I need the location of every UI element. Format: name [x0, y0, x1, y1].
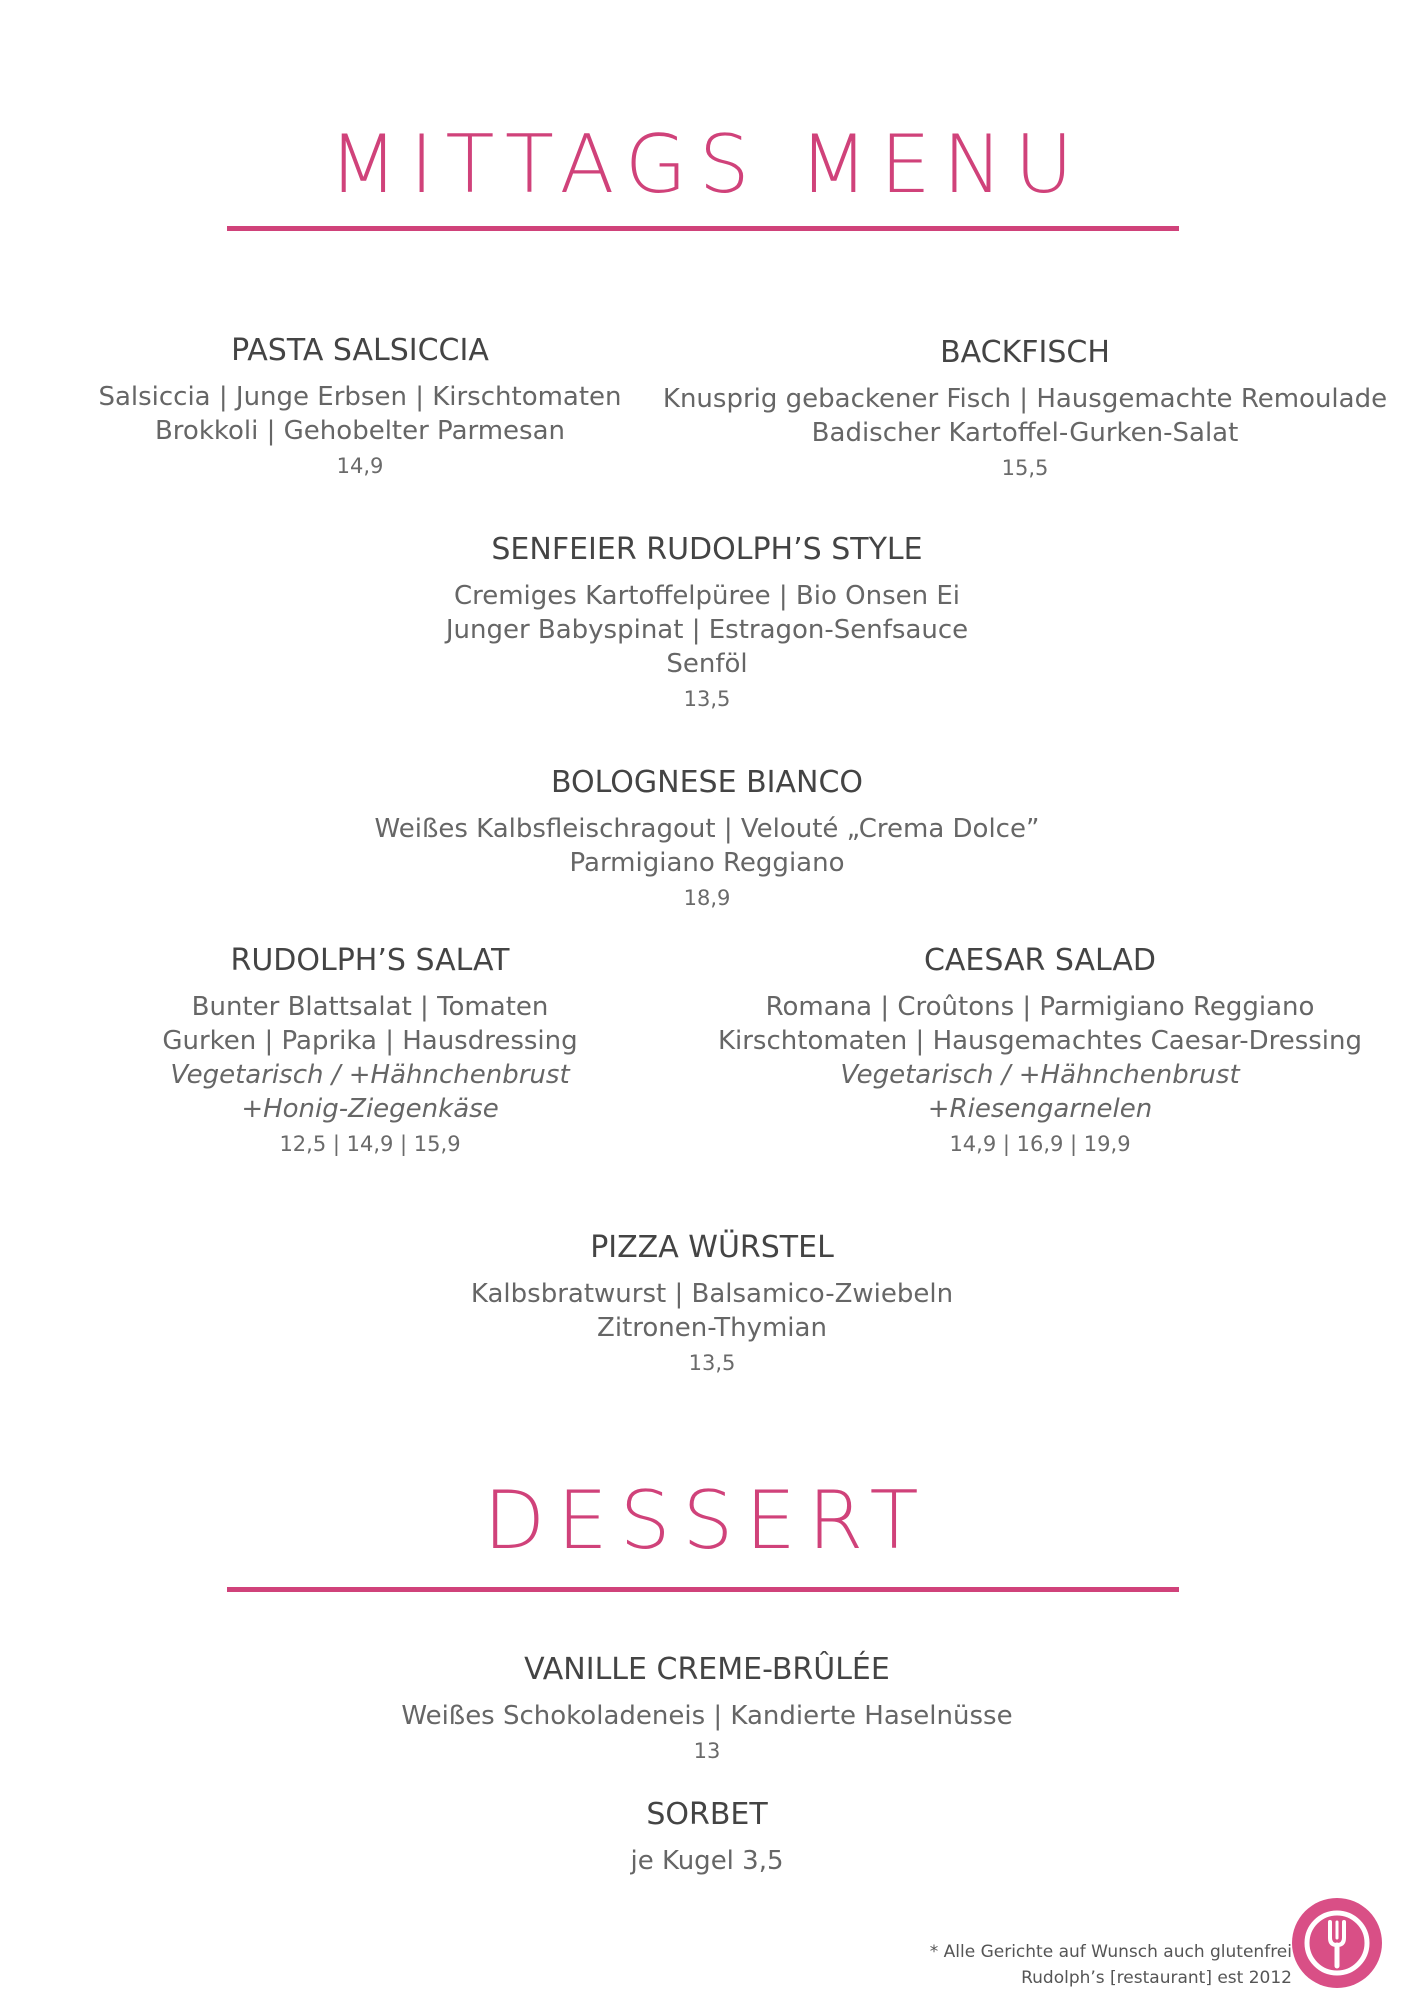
dessert-name: SORBET — [646, 1797, 768, 1832]
dish-price: 13,5 — [683, 687, 731, 711]
fork-plate-logo-icon — [1292, 1898, 1382, 1988]
dish-name: PASTA SALSICCIA — [231, 333, 489, 368]
dessert-description: Weißes Schokoladeneis | Kandierte Haselnüsse — [401, 1701, 1013, 1731]
dish-description: Weißes Kalbsfleischragout | Velouté „Crema Dolce” — [374, 814, 1040, 844]
dish-description: Badischer Kartoffel-Gurken-Salat — [811, 418, 1239, 448]
dessert-sorbet — [457, 1797, 957, 1878]
dish-pasta-salsiccia — [60, 333, 660, 478]
dish-description: Romana | Croûtons | Parmigiano Reggiano — [765, 992, 1315, 1022]
dish-name: SENFEIER RUDOLPH’S STYLE — [491, 532, 923, 567]
dish-name: PIZZA WÜRSTEL — [590, 1230, 834, 1265]
dish-name: BOLOGNESE BIANCO — [550, 765, 864, 800]
gluten-free-note: * Alle Gerichte auf Wunsch auch glutenfrei — [929, 1942, 1292, 1962]
dessert-name: VANILLE CREME-BRÛLÉE — [524, 1652, 890, 1687]
dish-description: Knusprig gebackener Fisch | Hausgemachte Remoulade — [662, 384, 1388, 414]
dish-name: BACKFISCH — [940, 335, 1110, 370]
dessert-description: je Kugel 3,5 — [630, 1846, 784, 1876]
dish-description: Bunter Blattsalat | Tomaten — [191, 992, 549, 1022]
dish-senfeier — [357, 532, 1057, 711]
dish-price: 15,5 — [1001, 456, 1049, 480]
menu-title: MITTAGS MENU — [328, 118, 1086, 211]
dish-caesar-salad — [690, 943, 1390, 1156]
dish-price: 12,5 | 14,9 | 15,9 — [279, 1132, 461, 1156]
dish-description: Parmigiano Reggiano — [569, 848, 845, 878]
dish-description: Brokkoli | Gehobelter Parmesan — [154, 416, 566, 446]
dish-description: Kirschtomaten | Hausgemachtes Caesar-Dressing — [717, 1026, 1363, 1056]
title-divider — [227, 226, 1179, 231]
dish-rudolphs-salat — [70, 943, 670, 1156]
dessert-creme-brulee — [357, 1652, 1057, 1763]
dish-price: 18,9 — [683, 886, 731, 910]
dish-backfisch — [660, 335, 1390, 480]
dish-option: +Honig-Ziegenkäse — [241, 1094, 499, 1124]
dish-pizza-wurstel — [412, 1230, 1012, 1375]
dish-description: Salsiccia | Junge Erbsen | Kirschtomaten — [98, 382, 622, 412]
dessert-title: DESSERT — [483, 1474, 931, 1567]
dish-name: RUDOLPH’S SALAT — [230, 943, 510, 978]
brand-note: Rudolph’s [restaurant] est 2012 — [1021, 1968, 1292, 1988]
dish-option: Vegetarisch / +Hähnchenbrust — [170, 1060, 570, 1090]
dish-price: 14,9 | 16,9 | 19,9 — [949, 1132, 1131, 1156]
dish-description: Gurken | Paprika | Hausdressing — [162, 1026, 578, 1056]
dessert-price: 13 — [693, 1739, 721, 1763]
dish-description: Kalbsbratwurst | Balsamico-Zwiebeln — [470, 1279, 954, 1309]
dish-description: Junger Babyspinat | Estragon-Senfsauce — [445, 615, 969, 645]
dish-description: Senföl — [666, 649, 748, 679]
dish-price: 13,5 — [688, 1351, 736, 1375]
dish-option: +Riesengarnelen — [927, 1094, 1153, 1124]
dish-name: CAESAR SALAD — [923, 943, 1157, 978]
dish-description: Cremiges Kartoffelpüree | Bio Onsen Ei — [453, 581, 961, 611]
dish-bolognese-bianco — [307, 765, 1107, 910]
dish-description: Zitronen-Thymian — [597, 1313, 827, 1343]
dish-price: 14,9 — [336, 454, 384, 478]
dessert-divider — [227, 1587, 1179, 1592]
dish-option: Vegetarisch / +Hähnchenbrust — [840, 1060, 1240, 1090]
